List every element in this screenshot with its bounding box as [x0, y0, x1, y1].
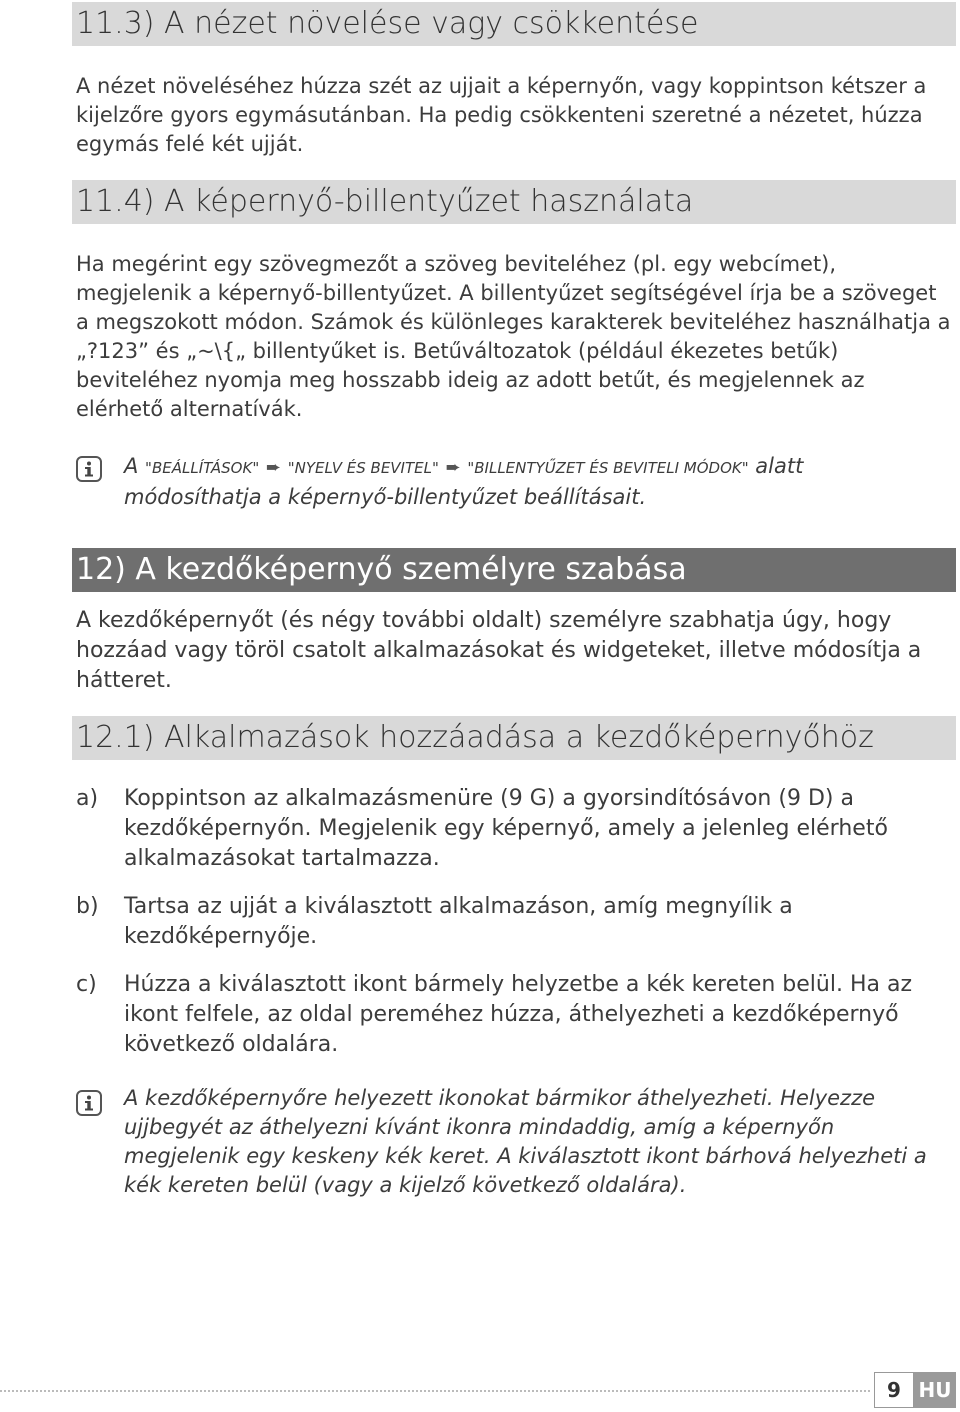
list-letter: b): [76, 894, 99, 919]
list-letter: a): [76, 786, 99, 811]
section-body-12: A kezdőképernyőt (és négy további oldalt) személyre szabhatja úgy, hogy hozzáad vagy töröl csatolt alkalmazásokat és widgeteket, illetve módosítja a hátteret.: [76, 608, 922, 693]
section-heading-12-1: 12.1) Alkalmazások hozzáadása a kezdőképernyőhöz: [72, 716, 956, 760]
section-heading-12: 12) A kezdőképernyő személyre szabása: [72, 548, 956, 592]
list-item: [76, 892, 952, 952]
list-text: Koppintson az alkalmazásmenüre (9 G) a gyorsindítósávon (9 D) a kezdőképernyőn. Megjelenik egy képernyő, amely a jelenleg elérhető alkalmazásokat tartalmazza.: [124, 786, 888, 871]
section-heading-11-3: 11.3) A nézet növelése vagy csökkentése: [72, 2, 956, 46]
section-heading-11-4: 11.4) A képernyő-billentyűzet használata: [72, 180, 956, 224]
menu-path-keyboard-input: "BILLENTYŰZET ÉS BEVITELI MÓDOK": [467, 459, 749, 477]
footer-divider: [0, 1390, 870, 1392]
list-letter: c): [76, 972, 97, 997]
list-item: [76, 784, 952, 874]
info-icon: [76, 456, 102, 482]
menu-path-settings: "BEÁLLÍTÁSOK": [145, 459, 260, 477]
section-body-11-3: A nézet növeléséhez húzza szét az ujjait a képernyőn, vagy koppintson kétszer a kijelzőre gyors egymásutánban. Ha pedig csökkenteni szeretné a nézetet, húzza egymás felé két ujját.: [76, 74, 927, 156]
language-badge: HU: [914, 1372, 956, 1408]
menu-path-language-input: "NYELV ÉS BEVITEL": [287, 459, 439, 477]
page-number: 9: [874, 1372, 914, 1408]
info-note-move-icons: A kezdőképernyőre helyezett ikonokat bármikor áthelyezheti. Helyezze ujjbegyét az áthelyezni kívánt ikonra mindaddig, amíg a képernyőn megjelenik egy keskeny kék keret. A kiválasztott ikont bárhová helyezheti a kék kereten belül (vagy a kijelző következő oldalára).: [124, 1086, 927, 1197]
arrow-icon: ➨: [445, 457, 461, 478]
list-text: Tartsa az ujját a kiválasztott alkalmazáson, amíg megnyílik a kezdőképernyője.: [124, 894, 793, 949]
info-note-keyboard-settings: [124, 452, 944, 512]
section-body-11-4: Ha megérint egy szövegmezőt a szöveg beviteléhez (pl. egy webcímet), megjelenik a képernyő-billentyűzet. A billentyűzet segítségével írja be a szöveget a megszokott módon. Számok és különleges karakterek beviteléhez használhatja a „?123” és „~\{„ billentyűket is. Betűváltozatok (például ékezetes betűk) beviteléhez nyomja meg hosszabb ideig az adott betűt, és megjelennek az elérhető alternatívák.: [76, 252, 951, 421]
arrow-icon: ➨: [265, 457, 282, 478]
info-suffix: alatt módosíthatja a képernyő-billentyűzet beállításait.: [124, 454, 804, 509]
info-icon: [76, 1090, 102, 1116]
list-item: [76, 970, 952, 1060]
info-prefix: A: [124, 454, 146, 478]
list-text: Húzza a kiválasztott ikont bármely helyzetbe a kék kereten belül. Ha az ikont felfele, az oldal pereméhez húzza, áthelyezheti a kezdőképernyő következő oldalára.: [124, 972, 913, 1057]
